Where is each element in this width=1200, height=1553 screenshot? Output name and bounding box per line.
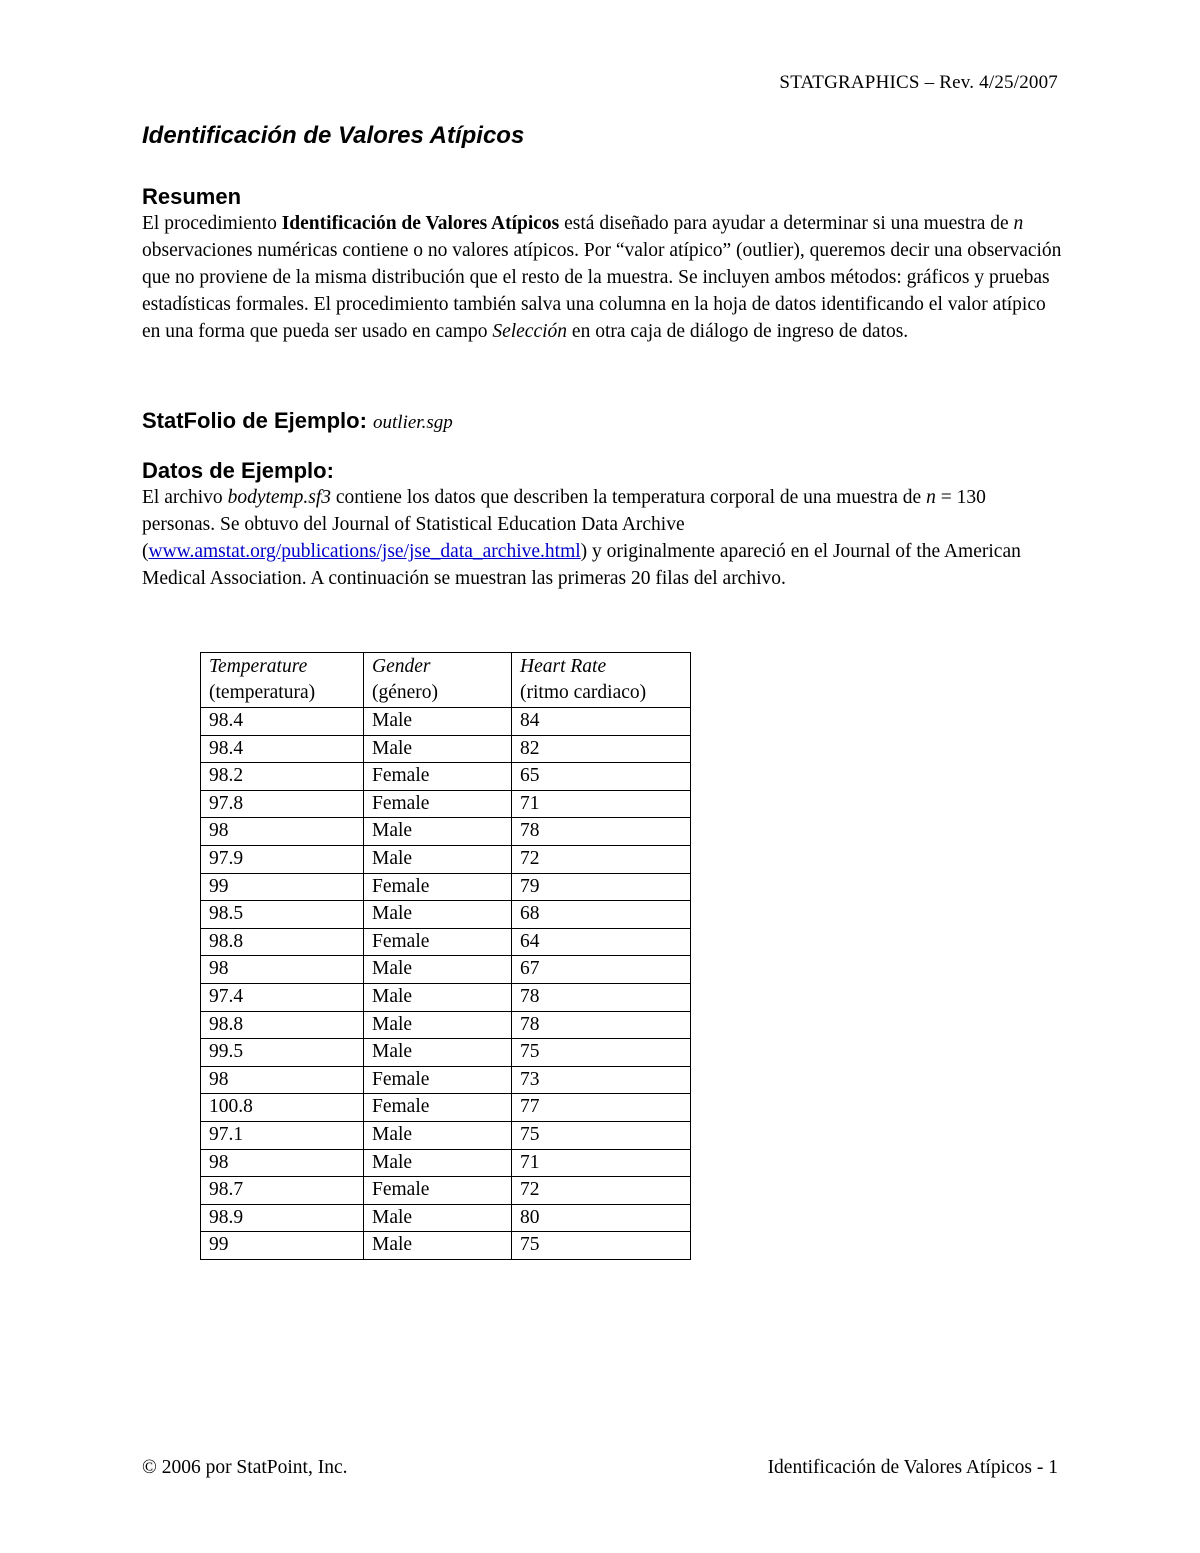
cell-gender: Female	[364, 763, 512, 791]
cell-heart-rate: 73	[512, 1066, 691, 1094]
cell-temperature: 99.5	[201, 1039, 364, 1067]
procedure-name: Identificación de Valores Atípicos	[281, 213, 560, 234]
seleccion-term: Selección	[492, 321, 568, 342]
cell-temperature: 98	[201, 1066, 364, 1094]
cell-gender: Male	[364, 983, 512, 1011]
cell-heart-rate: 78	[512, 1011, 691, 1039]
cell-temperature: 98.8	[201, 1011, 364, 1039]
cell-heart-rate: 75	[512, 1232, 691, 1260]
table-row	[201, 1094, 691, 1122]
header-temperature: Temperature (temperatura)	[201, 653, 364, 708]
cell-heart-rate: 78	[512, 983, 691, 1011]
cell-heart-rate: 79	[512, 873, 691, 901]
header-gender: Gender (género)	[364, 653, 512, 708]
cell-temperature: 99	[201, 873, 364, 901]
table-row	[201, 1177, 691, 1205]
table-header-row	[201, 653, 691, 708]
cell-gender: Female	[364, 790, 512, 818]
cell-temperature: 97.8	[201, 790, 364, 818]
cell-gender: Female	[364, 1066, 512, 1094]
cell-temperature: 97.1	[201, 1121, 364, 1149]
page-title: Identificación de Valores Atípicos	[142, 122, 525, 149]
cell-gender: Female	[364, 928, 512, 956]
cell-heart-rate: 82	[512, 735, 691, 763]
table-row	[201, 1121, 691, 1149]
table-row	[201, 790, 691, 818]
cell-gender: Male	[364, 1232, 512, 1260]
header-heart-rate: Heart Rate (ritmo cardiaco)	[512, 653, 691, 708]
table-row	[201, 901, 691, 929]
cell-heart-rate: 64	[512, 928, 691, 956]
cell-heart-rate: 67	[512, 956, 691, 984]
table-row	[201, 845, 691, 873]
heading-statfolio: StatFolio de Ejemplo: outlier.sgp	[142, 408, 453, 433]
datos-paragraph: El archivo bodytemp.sf3 contiene los datos que describen la temperatura corporal de una muestra de n = 130 personas. Se obtuvo del Journal of Statistical Education Data Archive (www.amstat.org/publications/jse/jse_data_archive.html) y originalmente apareció en el Journal of the American Medical Association. A continuación se muestran las primeras 20 filas del archivo.	[142, 487, 1021, 589]
section-datos	[142, 458, 1062, 592]
running-head: STATGRAPHICS – Rev. 4/25/2007	[779, 72, 1058, 93]
resumen-paragraph: El procedimiento Identificación de Valores Atípicos está diseñado para ayudar a determinar si una muestra de n observaciones numéricas contiene o no valores atípicos. Por “valor atípico” (outlier), queremos decir una observación que no proviene de la misma distribución que el resto de la muestra. Se incluyen ambos métodos: gráficos y pruebas estadísticas formales. El procedimiento también salva una columna en la hoja de datos identificando el valor atípico en una forma que pueda ser usado en campo Selección en otra caja de diálogo de ingreso de datos.	[142, 213, 1062, 342]
cell-gender: Male	[364, 735, 512, 763]
cell-temperature: 98.5	[201, 901, 364, 929]
table-row	[201, 1149, 691, 1177]
cell-gender: Male	[364, 901, 512, 929]
cell-gender: Male	[364, 708, 512, 736]
table-row	[201, 1066, 691, 1094]
footer-page-label: Identificación de Valores Atípicos - 1	[767, 1457, 1058, 1478]
heading-datos: Datos de Ejemplo:	[142, 458, 334, 483]
cell-heart-rate: 78	[512, 818, 691, 846]
cell-temperature: 99	[201, 1232, 364, 1260]
jse-archive-link[interactable]: www.amstat.org/publications/jse/jse_data_archive.html	[148, 541, 581, 562]
cell-temperature: 98.4	[201, 735, 364, 763]
cell-gender: Female	[364, 873, 512, 901]
data-filename: bodytemp.sf3	[227, 487, 332, 508]
table-row	[201, 1011, 691, 1039]
cell-gender: Male	[364, 1011, 512, 1039]
cell-gender: Male	[364, 845, 512, 873]
cell-heart-rate: 77	[512, 1094, 691, 1122]
statfolio-filename: outlier.sgp	[373, 412, 453, 433]
cell-gender: Female	[364, 1094, 512, 1122]
cell-temperature: 98.9	[201, 1204, 364, 1232]
cell-heart-rate: 71	[512, 1149, 691, 1177]
data-table	[200, 652, 691, 1260]
cell-temperature: 97.4	[201, 983, 364, 1011]
cell-temperature: 97.9	[201, 845, 364, 873]
cell-gender: Male	[364, 1121, 512, 1149]
table-row	[201, 983, 691, 1011]
cell-heart-rate: 65	[512, 763, 691, 791]
cell-gender: Male	[364, 956, 512, 984]
cell-temperature: 98.7	[201, 1177, 364, 1205]
cell-heart-rate: 75	[512, 1121, 691, 1149]
cell-heart-rate: 75	[512, 1039, 691, 1067]
cell-heart-rate: 72	[512, 1177, 691, 1205]
cell-temperature: 98	[201, 956, 364, 984]
cell-gender: Male	[364, 1039, 512, 1067]
table-row	[201, 928, 691, 956]
cell-gender: Male	[364, 1204, 512, 1232]
cell-temperature: 98	[201, 1149, 364, 1177]
cell-heart-rate: 68	[512, 901, 691, 929]
cell-temperature: 98.4	[201, 708, 364, 736]
cell-gender: Female	[364, 1177, 512, 1205]
table-row	[201, 956, 691, 984]
section-statfolio	[142, 408, 1062, 434]
table-row	[201, 818, 691, 846]
table-row	[201, 708, 691, 736]
table-row	[201, 1232, 691, 1260]
cell-gender: Male	[364, 1149, 512, 1177]
table-body	[201, 708, 691, 1260]
footer-copyright: © 2006 por StatPoint, Inc.	[142, 1457, 348, 1478]
table-row	[201, 1204, 691, 1232]
cell-heart-rate: 84	[512, 708, 691, 736]
table-row	[201, 873, 691, 901]
cell-temperature: 98.2	[201, 763, 364, 791]
cell-heart-rate: 72	[512, 845, 691, 873]
table-row	[201, 763, 691, 791]
cell-temperature: 100.8	[201, 1094, 364, 1122]
cell-temperature: 98	[201, 818, 364, 846]
cell-gender: Male	[364, 818, 512, 846]
cell-heart-rate: 80	[512, 1204, 691, 1232]
table-row	[201, 735, 691, 763]
section-resumen	[142, 184, 1062, 345]
cell-temperature: 98.8	[201, 928, 364, 956]
cell-heart-rate: 71	[512, 790, 691, 818]
heading-resumen: Resumen	[142, 184, 242, 209]
table-row	[201, 1039, 691, 1067]
